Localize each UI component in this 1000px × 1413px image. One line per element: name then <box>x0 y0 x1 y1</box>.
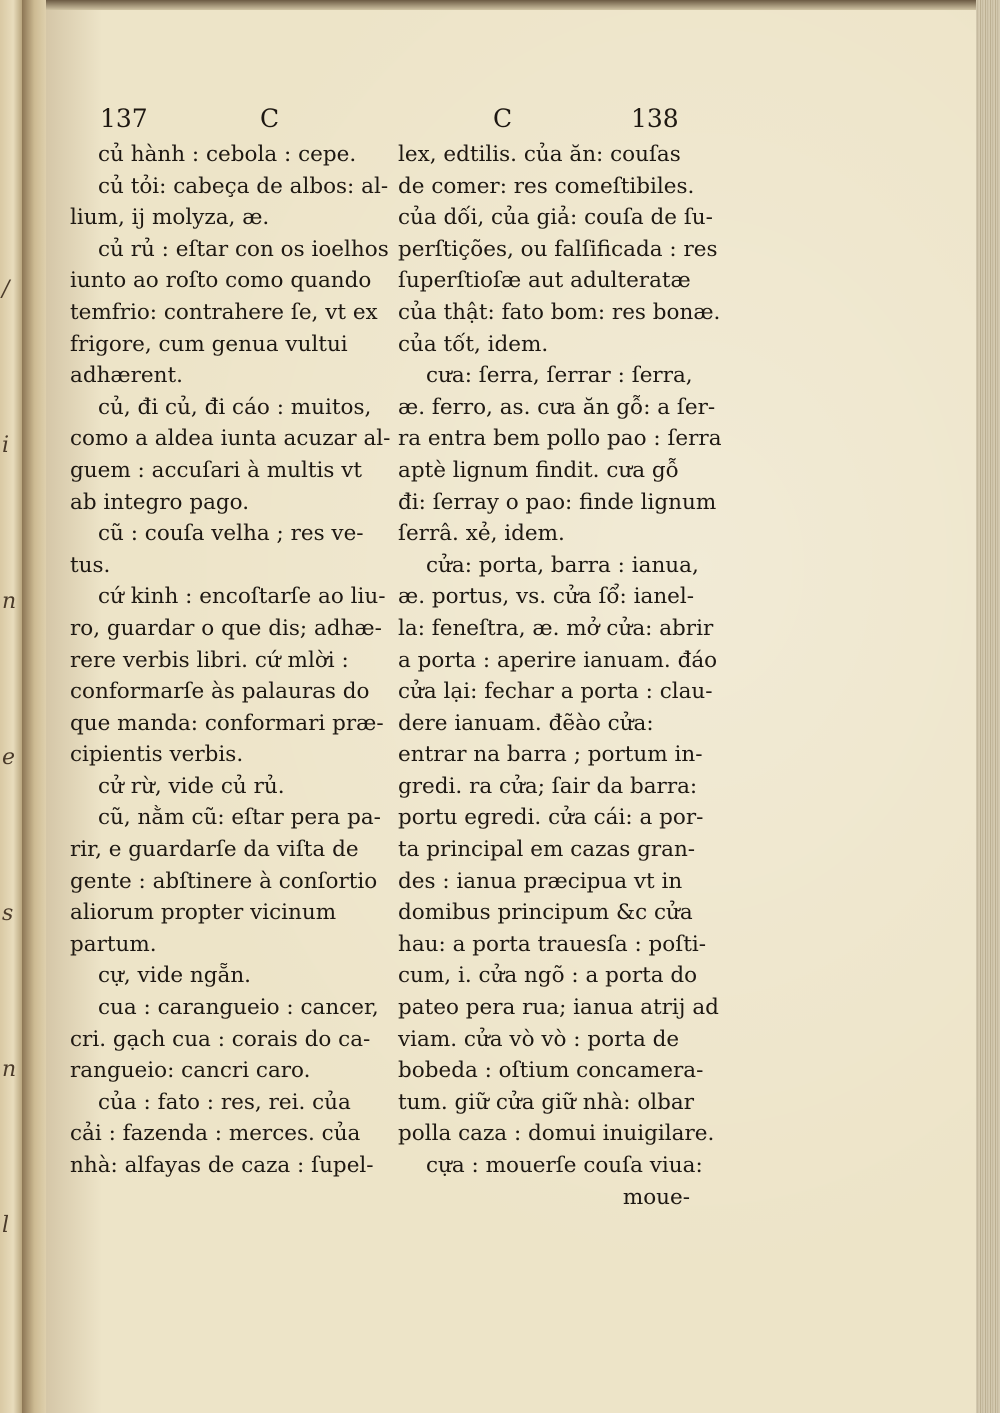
prev-mark: e <box>2 745 16 770</box>
right-line-9: æ. ferro, as. cưa ăn gỗ: a ſer- <box>398 394 716 420</box>
right-line-4: perſtições, ou falſificada : res <box>398 236 718 262</box>
right-line-28: pateo pera rua; ianua atrij ad <box>398 995 719 1021</box>
left-line-18: conformarſe às palauras do <box>70 679 370 705</box>
right-line-26: hau: a porta trauesſa : poſti- <box>398 931 706 957</box>
left-line-9: củ, đi củ, đi cáo : muitos, <box>98 394 372 420</box>
left-line-30: rangueio: cancri caro. <box>70 1058 311 1084</box>
right-line-8: cưa: ſerra, ſerrar : ſerra, <box>426 363 693 389</box>
right-line-5: ſuperſtioſæ aut adulteratæ <box>398 268 691 294</box>
left-line-14: tus. <box>70 552 111 578</box>
left-line-13: cũ : couſa velha ; res ve- <box>98 521 364 547</box>
left-line-10: como a aldea iunta acuzar al- <box>70 426 391 452</box>
left-line-17: rere verbis libri. cứ mlời : <box>70 647 349 673</box>
left-line-26: partum. <box>70 931 157 957</box>
right-line-22: portu egredi. cửa cái: a por- <box>398 805 704 831</box>
left-line-16: ro, guardar o que dis; adhæ- <box>70 615 382 641</box>
left-line-8: adhærent. <box>70 363 183 389</box>
left-line-4: củ rủ : eſtar con os ioelhos <box>98 236 389 262</box>
right-line-2: de comer: res comeſtibiles. <box>398 173 695 199</box>
right-line-25: domibus principum &c cửa <box>398 900 693 926</box>
prev-mark: / <box>2 277 10 302</box>
right-line-10: ra entra bem pollo pao : ſerra <box>398 426 722 452</box>
right-column-header <box>398 103 710 139</box>
left-line-7: frigore, cum genua vultui <box>70 331 348 357</box>
left-line-29: cri. gạch cua : corais do ca- <box>70 1026 371 1052</box>
left-column-header <box>70 103 350 139</box>
left-line-19: que manda: conformari præ- <box>70 710 384 736</box>
left-line-15: cứ kinh : encoſtarſe ao liu- <box>98 584 386 610</box>
right-line-12: đi: ſerray o pao: finde lignum <box>398 489 717 515</box>
prev-mark: i <box>2 433 10 458</box>
left-line-23: rir, e guardarſe da viſta de <box>70 837 359 863</box>
left-line-32: cải : fazenda : merces. của <box>70 1121 361 1147</box>
right-line-21: gredi. ra cửa; ſair da barra: <box>398 773 698 799</box>
prev-mark: n <box>2 589 17 614</box>
catchword: moue- <box>622 1184 690 1210</box>
right-line-3: của dối, của giả: couſa de ſu- <box>398 205 713 231</box>
right-line-27: cum, i. cửa ngõ : a porta do <box>398 963 698 989</box>
previous-page-marks <box>2 160 20 1356</box>
left-column <box>70 103 391 1182</box>
left-line-28: cua : carangueio : cancer, <box>98 995 379 1021</box>
right-line-18: cửa lại: fechar a porta : clau- <box>398 679 713 705</box>
left-line-21: cử rừ, vide củ rủ. <box>98 773 285 799</box>
right-line-13: ſerrâ. xẻ, idem. <box>398 521 565 547</box>
right-line-14: cửa: porta, barra : ianua, <box>426 552 699 578</box>
left-line-24: gente : abſtinere à conſortio <box>70 868 378 894</box>
left-line-11: guem : accuſari à multis vt <box>70 457 363 483</box>
page-fore-edge <box>976 0 1000 1413</box>
left-line-27: cự, vide ngẵn. <box>98 963 252 989</box>
left-line-6: temfrio: contrahere ſe, vt ex <box>70 299 378 325</box>
prev-mark: l <box>2 1213 10 1238</box>
left-line-25: aliorum propter vicinum <box>70 900 337 926</box>
right-section-letter: C <box>493 104 513 133</box>
left-line-12: ab integro pago. <box>70 489 250 515</box>
page-top-edge <box>46 0 1000 10</box>
right-line-30: bobeda : oſtium concamera- <box>398 1058 704 1084</box>
right-line-6: của thật: fato bom: res bonæ. <box>398 299 721 325</box>
right-line-17: a porta : aperire ianuam. đáo <box>398 647 718 673</box>
left-line-20: cipientis verbis. <box>70 742 244 768</box>
left-page-number: 137 <box>100 104 148 133</box>
right-line-1: lex, edtilis. của ăn: couſas <box>398 142 681 167</box>
right-line-16: la: feneſtra, æ. mở cửa: abrir <box>398 615 714 641</box>
right-page-number: 138 <box>631 104 679 133</box>
prev-mark: s <box>2 901 14 926</box>
left-line-33: nhà: alfayas de caza : ſupel- <box>70 1153 374 1178</box>
left-line-2: củ tỏi: cabeça de albos: al- <box>98 173 389 199</box>
right-line-15: æ. portus, vs. cửa ſổ: ianel- <box>398 584 695 610</box>
right-line-11: aptè lignum findit. cưa gỗ <box>398 457 679 483</box>
left-line-1: củ hành : cebola : cepe. <box>98 142 357 167</box>
right-line-24: des : ianua præcipua vt in <box>398 868 683 894</box>
right-line-23: ta principal em cazas gran- <box>398 837 696 863</box>
right-line-32: polla caza : domui inuigilare. <box>398 1121 715 1147</box>
left-line-31: của : fato : res, rei. của <box>98 1089 351 1115</box>
right-line-33: cựa : mouerſe couſa viua: <box>426 1153 703 1178</box>
left-line-5: iunto ao roſto como quando <box>70 268 372 294</box>
right-column <box>398 103 722 1213</box>
right-line-20: entrar na barra ; portum in- <box>398 742 703 768</box>
right-line-7: của tốt, idem. <box>398 331 549 357</box>
left-section-letter: C <box>260 104 280 133</box>
right-line-19: dere ianuam. đẽào cửa: <box>398 710 654 736</box>
left-line-3: lium, ij molyza, æ. <box>70 205 270 231</box>
right-line-29: viam. cửa vò vò : porta de <box>398 1026 680 1052</box>
previous-page-edge <box>0 0 22 1413</box>
prev-mark: n <box>2 1057 17 1082</box>
left-line-22: cũ, nằm cũ: eſtar pera pa- <box>98 805 381 831</box>
right-line-31: tum. giữ cửa giữ nhà: olbar <box>398 1089 694 1115</box>
